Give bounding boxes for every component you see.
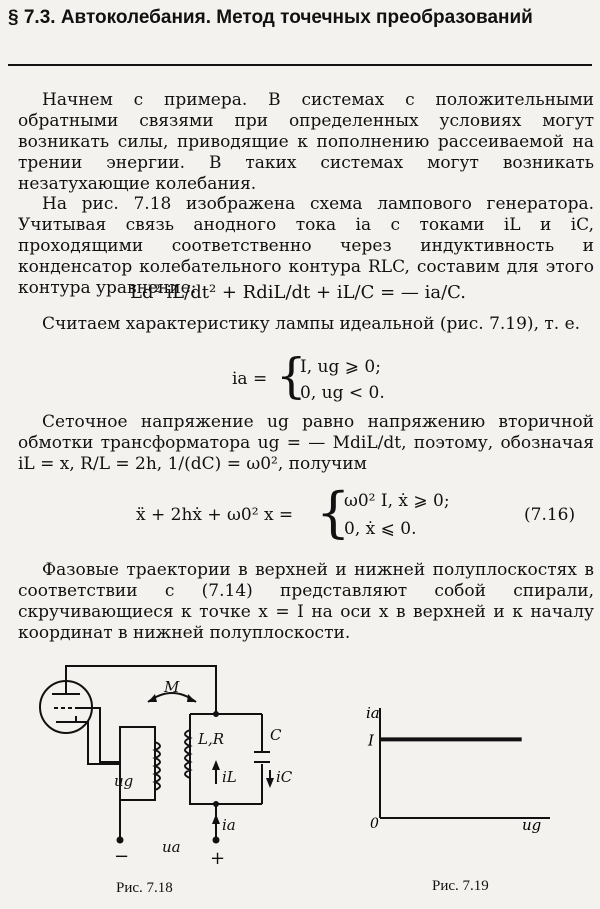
label-il: iL [222, 768, 237, 786]
eq716-number: (7.16) [524, 505, 576, 525]
paragraph-1: Начнем с примера. В системах с положительными обратными связями при определенных условиях могут возникать силы, приводящие к пополнению рассеиваемой на трении энергии. В таких системах могут возникать незатухающие колебания. [18, 90, 594, 194]
ia-case-2: 0, ug < 0. [300, 383, 385, 403]
eq716-lhs: ẍ + 2hẋ + ω0² x = [136, 505, 294, 525]
terminal-plus [213, 837, 220, 844]
section-heading: § 7.3. Автоколебания. Метод точечных преобразований [8, 7, 533, 28]
eq716-case-1: ω0² I, ẋ ⩾ 0; [344, 491, 450, 511]
figure-7-18-circuit [30, 652, 340, 872]
paragraph-4: Сеточное напряжение ug равно напряжению вторичной обмотки трансформатора ug = — MdiL/dt, поэтому, обозначая iL = x, R/L = 2h, 1/(dC) = ω0², получим [18, 412, 594, 474]
figure-7-18-caption: Рис. 7.18 [116, 880, 173, 896]
label-ic: iC [276, 768, 293, 786]
paragraph-3: Считаем характеристику лампы идеальной (рис. 7.19), т. е. [42, 314, 581, 334]
paragraph-2: На рис. 7.18 изображена схема лампового генератора. Учитывая связь анодного тока iа с токами iL и iC, проходящими соответственно через индуктивность и конденсатор колебательного контура RLC, составим для этого контура уравнение: [18, 194, 594, 298]
eq716-brace: { [316, 481, 351, 544]
terminal-minus [117, 837, 124, 844]
eq716-case-2: 0, ẋ ⩽ 0. [344, 519, 417, 539]
ia-brace: { [276, 348, 307, 404]
label-c: C [270, 726, 282, 744]
label-lr: L,R [198, 730, 225, 748]
label-ug: ug [114, 772, 134, 790]
figure-7-19-caption: Рис. 7.19 [432, 878, 489, 894]
label-mutual: M [164, 678, 180, 696]
figure-7-19-chart [350, 700, 580, 870]
heading-rule [8, 64, 592, 66]
label-minus: − [114, 846, 130, 867]
label-ua: ua [162, 838, 181, 856]
tube-cathode [56, 716, 76, 722]
origin-label: 0 [370, 816, 379, 832]
label-plus: + [210, 848, 226, 869]
ia-lhs: iа = [232, 369, 268, 389]
y-tick-label: I [368, 731, 374, 750]
primary-coil [185, 730, 190, 778]
ia-case-1: I, ug ⩾ 0; [300, 357, 381, 377]
equation-circuit: Ld² iL/dt² + RdiL/dt + iL/C = — iа/C. [130, 282, 467, 303]
y-axis-label: ia [366, 704, 380, 722]
paragraph-5: Фазовые траектории в верхней и нижней полуплоскостях в соответствии с (7.14) представляют собой спирали, скручивающиеся к точке x = I на оси x в верхней и к началу координат в нижней полуплоскости. [18, 560, 594, 643]
label-ia: ia [222, 816, 236, 834]
x-axis-label: ug [522, 816, 542, 834]
secondary-coil [155, 742, 160, 790]
